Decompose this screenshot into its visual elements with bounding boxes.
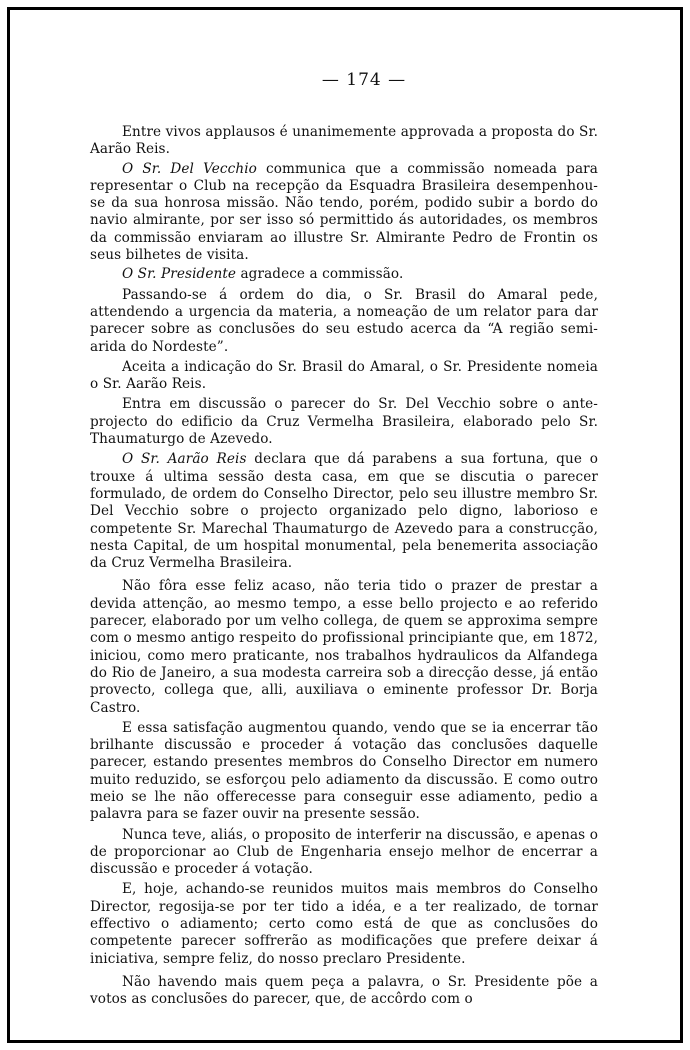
paragraph-text: Aceita a indicação do Sr. Brasil do Amaral, o Sr. Presidente nomeia o Sr. Aarão Reis.	[90, 358, 598, 393]
paragraph-order-of-day	[90, 287, 598, 356]
paragraph-text: E essa satisfação augmentou quando, vendo que se ia encerrar tão brilhante discussão e proceder á votação das conclusões daquelle parecer, estando presentes membros do Conselho Director em numero muito reduzido, se esforçou pelo adiamento da discussão. E como outro meio se lhe não offerecesse para conseguir esse adiamento, pedio a palavra para se fazer ouvir na presente sessão.	[90, 719, 598, 823]
speaker-name: O Sr. Del Vecchio	[122, 160, 257, 177]
paragraph-text: agradece a commissão.	[236, 266, 404, 283]
paragraph-president-thanks	[90, 266, 598, 283]
paragraph-discussion-opened	[90, 396, 598, 448]
paragraph-approval	[90, 124, 598, 159]
speaker-name: O Sr. Aarão Reis	[122, 451, 247, 468]
paragraph-text: communica que a commissão nomeada para representar o Club na recepção da Esquadra Brasileira desempenhou-se da sua honrosa missão. Não tendo, porém, podido subir a bordo do navio almirante, por ser isso só permittido ás autoridades, os membros da commissão enviaram ao illustre Sr. Almirante Pedro de Frontin os seus bilhetes de visita.	[90, 160, 598, 264]
paragraph-text: declara que dá parabens a sua fortuna, que o trouxe á ultima sessão desta casa, em que se discutia o parecer formulado, de ordem do Conselho Director, pelo seu illustre membro Sr. Del Vecchio sobre o projecto organizado pelo digno, laborioso e competente Sr. Marechal Thaumaturgo de Azevedo para a construcção, nesta Capital, de um hospital monumental, pela benemerita associação da Cruz Vermelha Brasileira.	[90, 451, 598, 572]
speaker-name: O Sr. Presidente	[122, 266, 237, 283]
paragraph-satisfacao	[90, 720, 598, 824]
paragraph-text: Entra em discussão o parecer do Sr. Del Vecchio sobre o ante-projecto do edificio da Cruz Vermelha Brasileira, elaborado pelo Sr. Thaumaturgo de Azevedo.	[90, 396, 598, 448]
paragraph-votacao	[90, 974, 598, 1009]
paragraph-text: Entre vivos applausos é unanimemente approvada a proposta do Sr. Aarão Reis.	[90, 124, 598, 158]
page-number: — 174 —	[321, 70, 407, 90]
paragraph-text: Passando-se á ordem do dia, o Sr. Brasil do Amaral pede, attendendo a urgencia da materia, a nomeação de um relator para dar parecer sobre as conclusões do seu estudo acerca da “A região semi-arida do Nordeste”.	[90, 286, 598, 355]
paragraph-proposito	[90, 827, 598, 879]
paragraph-del-vecchio-report	[90, 161, 598, 265]
paragraph-feliz-acaso	[90, 578, 598, 716]
paragraph-text: Não fôra esse feliz acaso, não teria tido o prazer de prestar a devida attenção, ao mesmo tempo, a esse bello projecto e ao referido parecer, elaborado por um velho collega, de quem se approxima sempre com o mesmo antigo respeito do profissional principiante que, em 1872, iniciou, como mero praticante, nos trabalhos hydraulicos da Alfandega do Rio de Janeiro, a sua modesta carreira sob a direcção desse, já então provecto, collega que, alli, auxiliava o eminente professor Dr. Borja Castro.	[90, 578, 598, 716]
paragraph-nomination	[90, 359, 598, 394]
paragraph-text: Não havendo mais quem peça a palavra, o Sr. Presidente põe a votos as conclusões do parecer, que, de accôrdo com o	[90, 973, 598, 1008]
page-content	[90, 70, 598, 1009]
paragraph-aarao-reis-speech	[90, 451, 598, 572]
page-frame	[7, 7, 683, 1043]
paragraph-text: E, hoje, achando-se reunidos muitos mais membros do Conselho Director, regosija-se por ter tido a idéa, e a ter realizado, de tornar effectivo o adiamento; certo como está de que as conclusões do competente parecer soffrerão as modificações que prefere deixar á iniciativa, sempre feliz, do nosso preclaro Presidente.	[90, 881, 598, 967]
paragraph-hoje	[90, 881, 598, 967]
paragraph-text: Nunca teve, aliás, o proposito de interferir na discussão, e apenas o de proporcionar ao Club de Engenharia ensejo melhor de encerrar a discussão e proceder á votação.	[90, 826, 598, 878]
